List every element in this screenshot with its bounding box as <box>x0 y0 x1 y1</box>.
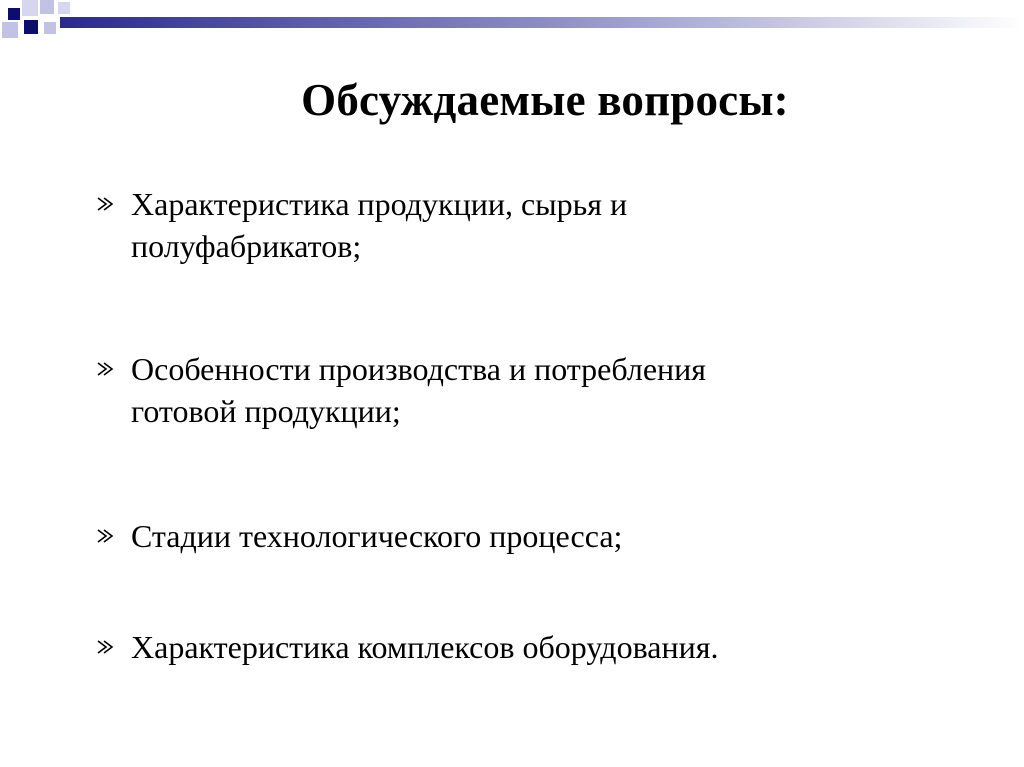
bullet-text-line: Характеристика комплексов оборудования. <box>131 629 719 665</box>
arrow-chevron-icon <box>96 639 114 655</box>
decor-square <box>22 0 38 16</box>
decor-square <box>40 0 54 14</box>
bullet-item <box>96 515 622 557</box>
decor-square <box>24 20 38 34</box>
bullet-text-line: Характеристика продукции, сырья и <box>131 186 628 222</box>
slide-title: Обсуждаемые вопросы: <box>301 75 789 125</box>
bullet-text-line: Стадии технологического процесса; <box>131 518 623 554</box>
bullet-text-line: готовой продукции; <box>131 393 401 429</box>
arrow-chevron-icon <box>96 361 114 377</box>
decor-square <box>58 2 70 14</box>
bullet-item <box>96 348 706 432</box>
header-decoration <box>0 0 1024 40</box>
decor-band <box>60 17 1024 28</box>
bullet-text-line: Особенности производства и потребления <box>131 351 706 387</box>
decor-square <box>2 22 18 38</box>
bullet-item <box>96 626 718 668</box>
decor-square <box>8 8 20 20</box>
arrow-chevron-icon <box>96 528 114 544</box>
bullet-item <box>96 183 627 267</box>
arrow-chevron-icon <box>96 196 114 212</box>
bullet-text-line: полуфабрикатов; <box>131 228 362 264</box>
decor-square <box>44 22 56 34</box>
